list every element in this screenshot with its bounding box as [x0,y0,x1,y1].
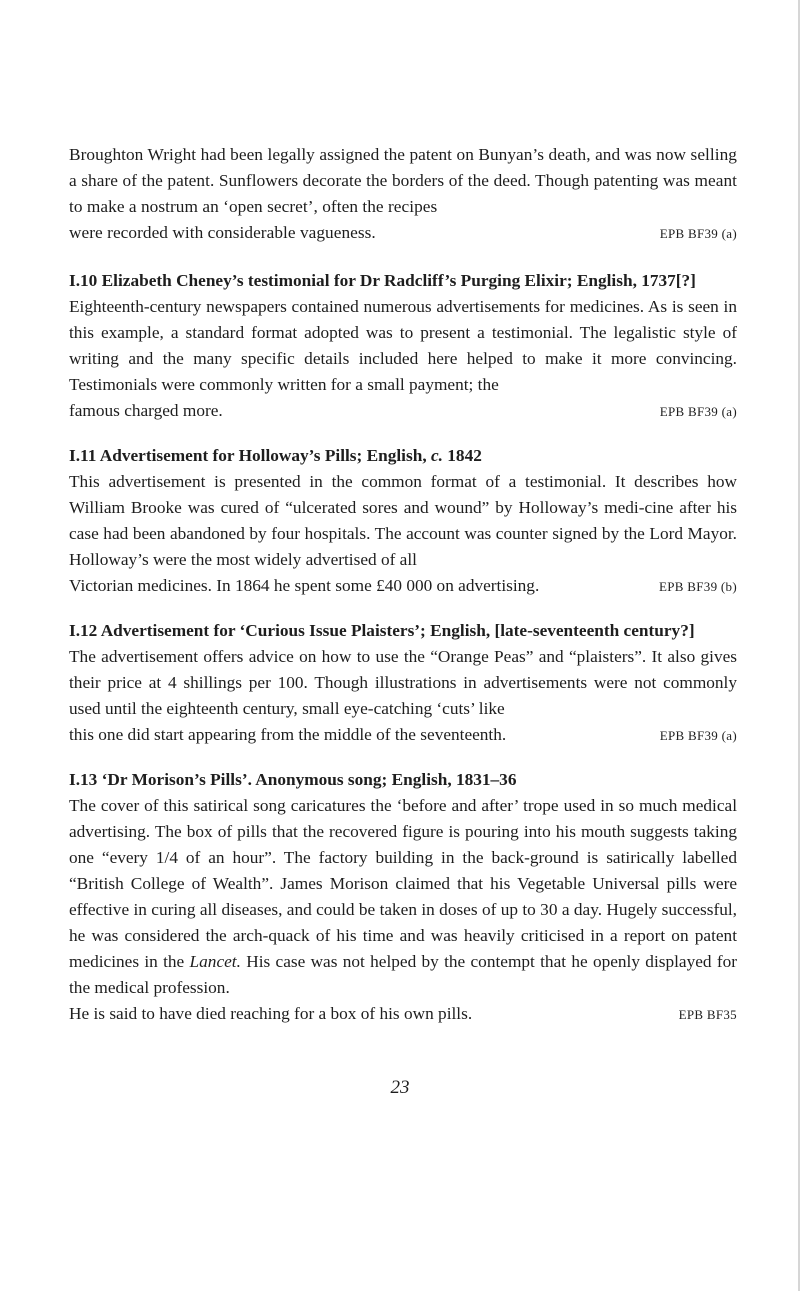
entry-i13-heading [69,767,737,793]
entry-i10-heading [69,268,737,294]
intro-reference: EPB BF39 (a) [659,226,737,241]
entry-i10 [69,268,737,425]
entry-i10-reference: EPB BF39 (a) [659,404,737,419]
page-number: 23 [390,1077,410,1098]
entry-i10-last-text: famous charged more. [69,401,223,420]
entry-i12 [69,618,737,749]
entry-i13-body-text: The cover of this satirical song caricatures the ‘before and after’ trope used in so much medical advertising. The box of pills that the recovered figure is pouring into his mouth suggests taking one “every 1/4 of an hour”. The factory building in the back-ground is satirically labelled “British College of Wealth”. James Morison claimed that his Vegetable Universal pills were effective in curing all diseases, and could be taken in doses of up to 30 a day. Hugely successful, he was considered the arch-quack of his time and was heavily criticised in a report on patent medicines in the [69,796,737,971]
entry-i12-last-text: this one did start appearing from the middle of the seventeenth. [69,725,507,744]
entry-i11-body-text: This advertisement is presented in the common format of a testimonial. It describes how William Brooke was cured of “ulcerated sores and wound” by Holloway’s medi-cine after his case had been abandoned by four hospitals. The account was counter signed by the Lord Mayor. Holloway’s were the most widely advertised of all [69,472,737,569]
entry-i13-reference: EPB BF35 [678,1007,737,1022]
entry-i13-body [69,793,737,1028]
entry-i11-title-main: Advertisement for Holloway’s Pills; English, [99,446,431,465]
entry-i11-number: I.11 [69,446,97,465]
entry-i12-body [69,644,737,749]
entry-i10-body-text: Eighteenth-century newspapers contained numerous advertisements for medicines. As is seen in this example, a standard format adopted was to present a testimonial. The legalistic style of writing and the many specific details included here helped to make it more convincing. Testimonials were commonly written for a small payment; the [69,297,737,394]
entry-i11-last-text: Victorian medicines. In 1864 he spent some £40 000 on advertising. [69,576,540,595]
entry-i12-reference: EPB BF39 (a) [659,728,737,743]
entry-i12-body-text: The advertisement offers advice on how to use the “Orange Peas” and “plaisters”. It also gives their price at 4 shillings per 100. Though illustrations in advertisements were not commonly used until the eighteenth century, small eye-catching ‘cuts’ like [69,647,737,718]
entry-i11-title-circa: c. [430,446,443,465]
entry-i10-body [69,294,737,425]
intro-last-text: were recorded with considerable vagueness. [69,223,376,242]
entry-i13-body-text-end: His case was not helped by the contempt that he openly displayed for the medical profession. [69,952,737,997]
entry-i12-number: I.12 [69,621,98,640]
intro-text: Broughton Wright had been legally assigned the patent on Bunyan’s death, and was now selling a share of the patent. Sunflowers decorate the borders of the deed. Though patenting was meant to make a nostrum an ‘open secret’, often the recipes [69,145,737,216]
entry-i11-body [69,469,737,600]
entry-i10-last-line [69,398,737,425]
entry-i13-last-line [69,1001,737,1028]
entry-i11-reference: EPB BF39 (b) [658,579,737,594]
entry-i13-last-text: He is said to have died reaching for a box of his own pills. [69,1004,473,1023]
entry-i11-heading [69,443,737,469]
entry-i10-title: Elizabeth Cheney’s testimonial for Dr Radcliff’s Purging Elixir; English, 1737[?] [101,271,696,290]
entry-i12-heading [69,618,737,644]
entry-i11 [69,443,737,600]
intro-last-line [69,220,737,247]
entry-i10-number: I.10 [69,271,98,290]
entry-i13-title: ‘Dr Morison’s Pills’. Anonymous song; English, 1831–36 [101,770,517,789]
entry-i11-last-line [69,573,737,600]
entry-i13-journal-title: Lancet. [189,952,241,971]
entry-i13-number: I.13 [69,770,98,789]
intro-paragraph [69,142,737,247]
entry-i11-title [100,446,482,465]
page-text-column [69,142,737,1046]
entry-i11-title-year: 1842 [442,446,482,465]
entry-i12-last-line [69,722,737,749]
entry-i13 [69,767,737,1028]
entry-i12-title: Advertisement for ‘Curious Issue Plaisters’; English, [late-seventeenth century?] [100,621,695,640]
